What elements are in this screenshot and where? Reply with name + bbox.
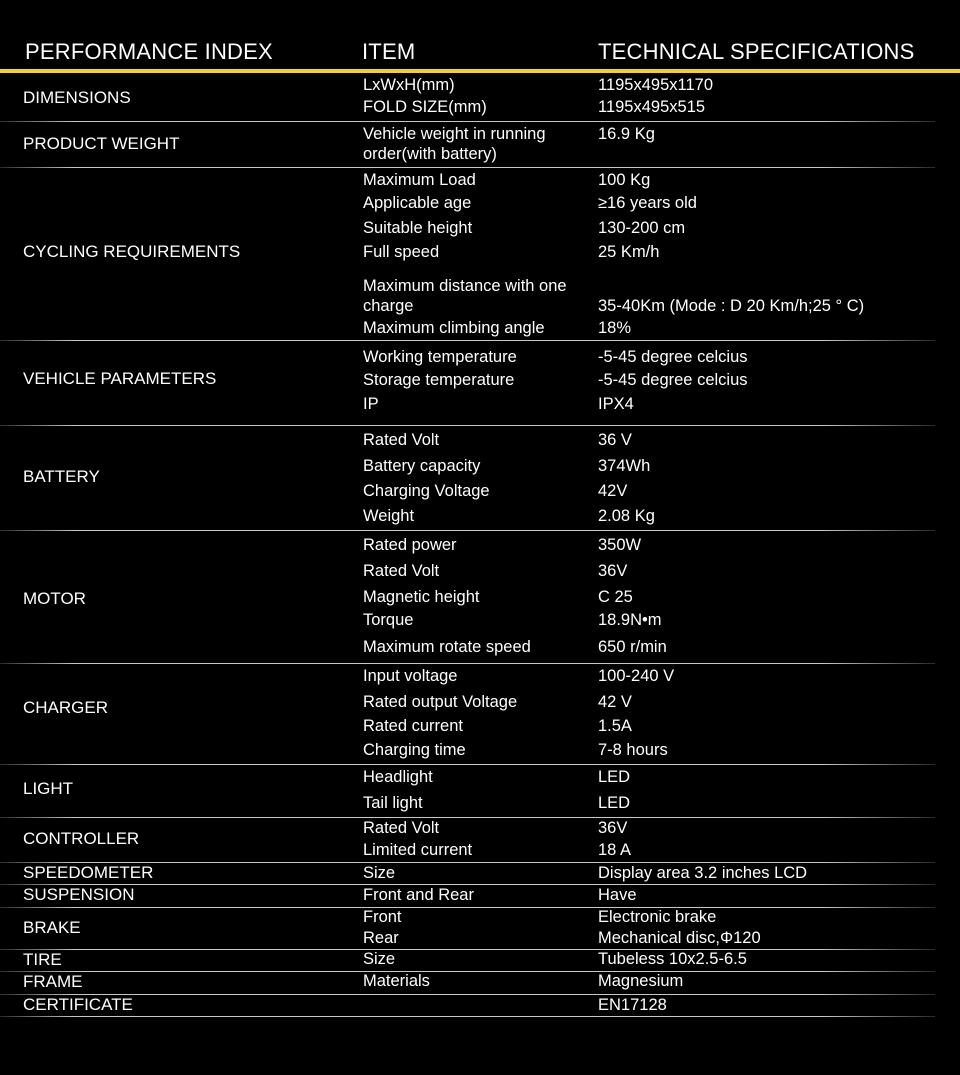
spec-cell: 1195x495x515 — [598, 98, 706, 116]
section-divider — [0, 817, 935, 818]
section-divider — [0, 530, 935, 531]
item-cell: Maximum Load — [363, 171, 476, 189]
header-technical-specifications: TECHNICAL SPECIFICATIONS — [598, 39, 915, 64]
section-divider — [0, 425, 935, 426]
spec-cell: 16.9 Kg — [598, 125, 655, 143]
spec-cell: 130-200 cm — [598, 219, 686, 237]
item-cell: Working temperature — [363, 348, 517, 366]
item-cell: Rated Volt — [363, 562, 440, 580]
section-divider — [0, 971, 935, 972]
header-accent-bar — [0, 69, 960, 73]
item-cell: Front — [363, 908, 402, 926]
section-divider — [0, 340, 935, 341]
section-label: MOTOR — [23, 589, 86, 608]
spec-cell: 2.08 Kg — [598, 507, 655, 525]
section-label: CONTROLLER — [23, 829, 140, 848]
section-label: PRODUCT WEIGHT — [23, 134, 180, 153]
spec-cell: Have — [598, 886, 637, 904]
item-cell: Tail light — [363, 794, 423, 812]
section-divider — [0, 764, 935, 765]
section-label: TIRE — [23, 950, 62, 969]
section-divider — [0, 121, 935, 122]
item-cell: Rated Volt — [363, 819, 440, 837]
spec-cell: 350W — [598, 536, 642, 554]
section-divider — [0, 907, 935, 908]
item-cell: Size — [363, 864, 396, 882]
section-label: CYCLING REQUIREMENTS — [23, 242, 241, 261]
item-cell: Charging time — [363, 741, 466, 759]
section-label: VEHICLE PARAMETERS — [23, 369, 217, 388]
spec-cell: 1.5A — [598, 717, 632, 735]
header-performance-index: PERFORMANCE INDEX — [25, 39, 273, 64]
item-cell: FOLD SIZE(mm) — [363, 98, 487, 116]
item-cell: Maximum distance with one charge — [363, 277, 567, 315]
item-cell: LxWxH(mm) — [363, 76, 455, 94]
spec-cell: Mechanical disc,Φ120 — [598, 929, 761, 947]
spec-cell: 35-40Km (Mode : D 20 Km/h;25 ° C) — [598, 297, 865, 315]
item-cell: IP — [363, 395, 379, 413]
spec-cell: 7-8 hours — [598, 741, 668, 759]
spec-cell: 36 V — [598, 431, 632, 449]
item-cell: Rated output Voltage — [363, 693, 518, 711]
spec-cell: -5-45 degree celcius — [598, 371, 748, 389]
item-cell: Input voltage — [363, 667, 458, 685]
item-cell: Storage temperature — [363, 371, 515, 389]
header-item: ITEM — [362, 39, 416, 64]
item-cell: Materials — [363, 972, 430, 990]
item-cell: Headlight — [363, 768, 433, 786]
spec-cell: IPX4 — [598, 395, 634, 413]
section-label: SUSPENSION — [23, 885, 135, 904]
spec-cell: 100-240 V — [598, 667, 675, 685]
item-cell: Maximum rotate speed — [363, 638, 531, 656]
item-cell: Rated current — [363, 717, 463, 735]
item-cell: Vehicle weight in running order(with battery) — [363, 125, 546, 163]
spec-cell: Electronic brake — [598, 908, 717, 926]
section-divider — [0, 167, 935, 168]
section-divider — [0, 949, 935, 950]
spec-cell: LED — [598, 794, 631, 812]
section-label: FRAME — [23, 972, 83, 991]
spec-cell: Display area 3.2 inches LCD — [598, 864, 808, 882]
section-label: BATTERY — [23, 467, 100, 486]
section-label: LIGHT — [23, 779, 74, 798]
section-label: CHARGER — [23, 698, 109, 717]
item-cell: Maximum climbing angle — [363, 319, 545, 337]
item-cell: Limited current — [363, 841, 473, 859]
spec-cell: 100 Kg — [598, 171, 651, 189]
spec-cell: C 25 — [598, 588, 633, 606]
item-cell: Rated Volt — [363, 431, 440, 449]
spec-cell: ≥16 years old — [598, 194, 697, 212]
spec-cell: 1195x495x1170 — [598, 76, 713, 94]
item-cell: Size — [363, 950, 396, 968]
item-cell: Rated power — [363, 536, 457, 554]
spec-cell: 650 r/min — [598, 638, 667, 656]
item-cell: Full speed — [363, 243, 440, 261]
section-label: BRAKE — [23, 918, 81, 937]
item-cell: Weight — [363, 507, 415, 525]
item-cell: Magnetic height — [363, 588, 480, 606]
item-cell: Front and Rear — [363, 886, 474, 904]
spec-cell: Tubeless 10x2.5-6.5 — [598, 950, 747, 968]
section-label: DIMENSIONS — [23, 88, 131, 107]
spec-cell: -5-45 degree celcius — [598, 348, 748, 366]
item-cell: Torque — [363, 611, 414, 629]
section-divider — [0, 1016, 935, 1017]
section-divider — [0, 663, 935, 664]
spec-cell: 36V — [598, 819, 628, 837]
item-cell: Battery capacity — [363, 457, 481, 475]
spec-cell: LED — [598, 768, 631, 786]
spec-cell: EN17128 — [598, 996, 667, 1014]
section-divider — [0, 994, 935, 995]
spec-cell: 25 Km/h — [598, 243, 660, 261]
item-cell: Suitable height — [363, 219, 473, 237]
spec-cell: 42 V — [598, 693, 632, 711]
item-cell: Rear — [363, 929, 399, 947]
section-label: CERTIFICATE — [23, 995, 133, 1014]
item-cell: Charging Voltage — [363, 482, 490, 500]
spec-cell: 18 A — [598, 841, 632, 859]
spec-cell: 36V — [598, 562, 628, 580]
spec-cell: Magnesium — [598, 972, 684, 990]
spec-cell: 42V — [598, 482, 628, 500]
section-label: SPEEDOMETER — [23, 863, 154, 882]
item-cell: Applicable age — [363, 194, 472, 212]
spec-cell: 18.9N•m — [598, 611, 662, 629]
spec-cell: 374Wh — [598, 457, 651, 475]
spec-cell: 18% — [598, 319, 632, 337]
